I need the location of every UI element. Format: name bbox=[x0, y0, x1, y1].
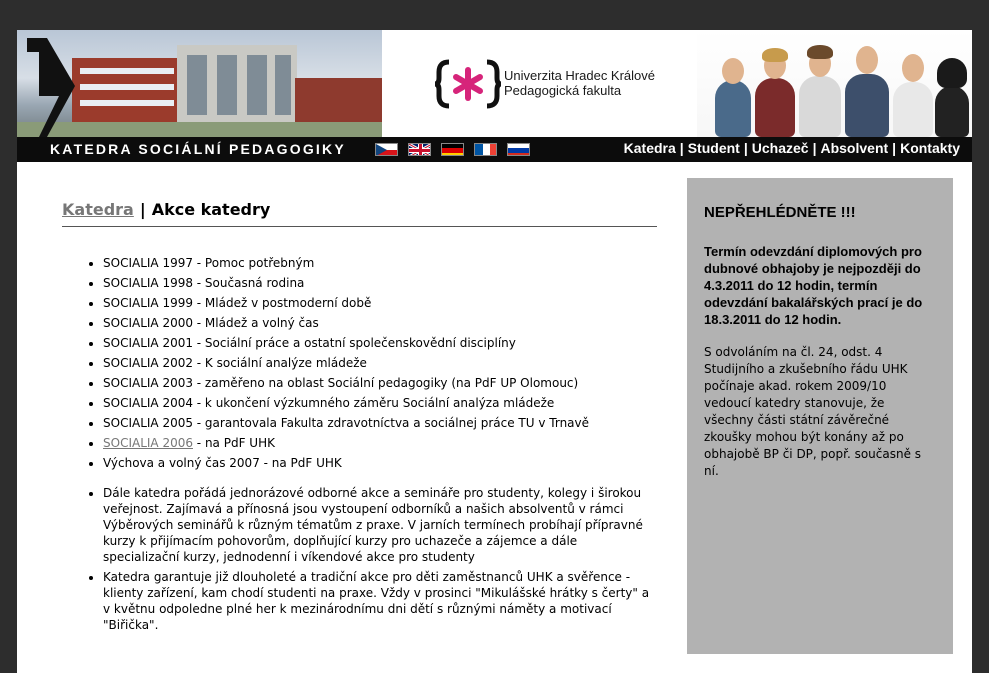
student-figure bbox=[893, 82, 933, 137]
students-photo bbox=[697, 30, 972, 137]
menu-item-katedra[interactable]: Katedra bbox=[623, 140, 676, 156]
page bbox=[17, 30, 972, 673]
list-item: • SOCIALIA 2001 - Sociální práce a ostatní společenskovědní disciplíny bbox=[103, 333, 657, 353]
french-flag-icon[interactable] bbox=[474, 143, 497, 156]
university-name bbox=[504, 68, 655, 98]
german-flag-icon[interactable] bbox=[441, 143, 464, 156]
department-logo-icon bbox=[25, 38, 85, 137]
notice-text: S odvoláním na čl. 24, odst. 4 Studijního a zkušebního řádu UHK počínaje akad. rokem 2009/10 vedoucí katedry stanovuje, že všechny části státní závěrečné zkoušky mohou být konány až po obhajobě BP či DP, popř. současně s ní. bbox=[704, 345, 922, 478]
university-name-line1: Univerzita Hradec Králové bbox=[504, 68, 656, 83]
student-figure bbox=[799, 76, 841, 137]
top-navbar bbox=[17, 137, 972, 162]
list-item bbox=[103, 433, 657, 453]
student-figure bbox=[715, 80, 751, 137]
student-figure bbox=[755, 78, 795, 137]
note-paragraph: • Katedra garantuje již dlouholeté a tradiční akce pro děti zaměstnanců UHK a svěřence - klienty zařízení, kam chodí studenti na praxe. Vždy v prosinci "Mikulášské hrátky s čerty" a v květnu odpoledne plné her k mezinárodnímu dni dětí s různými náměty a motivací "Biřička". bbox=[103, 569, 657, 633]
note-paragraph: • Dále katedra pořádá jednorázové odborné akce a semináře pro studenty, kolegy i širokou veřejnost. Zajímavá a přínosná jsou vystoupení odborníků a našich absolventů v rámci Výběrových seminářů k různým tématům z praxe. V jarních termínech probíhají přípravné kurzy k přijímacím pohovorům, doplňující kurzy pro uchazeče a zájemce a dále specializační kurzy, jednodenní i víkendové akce pro studenty bbox=[103, 485, 657, 565]
department-title: KATEDRA SOCIÁLNÍ PEDAGOGIKY bbox=[50, 141, 346, 157]
menu-item-kontakty[interactable]: Kontakty bbox=[900, 140, 960, 156]
campus-photo bbox=[17, 30, 382, 137]
menu-item-absolvent[interactable]: Absolvent bbox=[820, 140, 889, 156]
university-logo-icon bbox=[435, 58, 501, 110]
menu-item-student[interactable]: Student bbox=[687, 140, 740, 156]
student-figure bbox=[845, 74, 889, 137]
breadcrumb-link-katedra[interactable]: Katedra bbox=[62, 200, 134, 219]
notes-list bbox=[62, 485, 657, 633]
campus-building bbox=[295, 78, 382, 126]
main-content bbox=[62, 200, 657, 637]
event-suffix: - na PdF UHK bbox=[192, 436, 275, 450]
list-item: • SOCIALIA 2002 - K sociální analýze mládeže bbox=[103, 353, 657, 373]
student-head bbox=[902, 54, 924, 82]
uk-flag-icon[interactable] bbox=[408, 143, 431, 156]
menu-item-uchazec[interactable]: Uchazeč bbox=[751, 140, 809, 156]
list-item: • SOCIALIA 2000 - Mládež a volný čas bbox=[103, 313, 657, 333]
notice-deadline: Termín odevzdání diplomových pro dubnové obhajoby je nejpozději do 4.3.2011 do 12 hodin, termín odevzdání bakalářských prací je do 18.3.2011 do 12 hodin. bbox=[704, 244, 923, 327]
student-figure bbox=[935, 86, 969, 137]
page-title: Akce katedry bbox=[151, 200, 271, 219]
student-head bbox=[722, 58, 744, 84]
russian-flag-icon[interactable] bbox=[507, 143, 530, 156]
student-head bbox=[856, 46, 878, 74]
socialia-2006-link[interactable]: SOCIALIA 2006 bbox=[103, 436, 193, 450]
list-item: • SOCIALIA 1997 - Pomoc potřebným bbox=[103, 253, 657, 273]
list-item: • SOCIALIA 2004 - k ukončení výzkumného záměru Sociální analýza mládeže bbox=[103, 393, 657, 413]
list-item: • Výchova a volný čas 2007 - na PdF UHK bbox=[103, 453, 657, 473]
main-menu: Katedra | Student | Uchazeč | Absolvent | Kontakty bbox=[623, 140, 960, 156]
breadcrumb bbox=[62, 200, 657, 227]
header-banner bbox=[17, 30, 972, 137]
campus-building bbox=[177, 45, 297, 126]
list-item: • SOCIALIA 2005 - garantovala Fakulta zdravotníctva a sociálnej práce TU v Trnavě bbox=[103, 413, 657, 433]
campus-building bbox=[72, 58, 182, 126]
events-list bbox=[62, 253, 657, 473]
list-item: • SOCIALIA 2003 - zaměřeno na oblast Sociální pedagogiky (na PdF UP Olomouc) bbox=[103, 373, 657, 393]
czech-flag-icon[interactable] bbox=[375, 143, 398, 156]
notice-title: NEPŘEHLÉDNĚTE !!! bbox=[704, 204, 856, 221]
breadcrumb-separator: | bbox=[139, 200, 146, 219]
list-item: • SOCIALIA 1999 - Mládež v postmoderní době bbox=[103, 293, 657, 313]
list-item: • SOCIALIA 1998 - Současná rodina bbox=[103, 273, 657, 293]
notice-sidebar bbox=[687, 178, 953, 654]
university-name-line2: Pedagogická fakulta bbox=[504, 83, 622, 98]
